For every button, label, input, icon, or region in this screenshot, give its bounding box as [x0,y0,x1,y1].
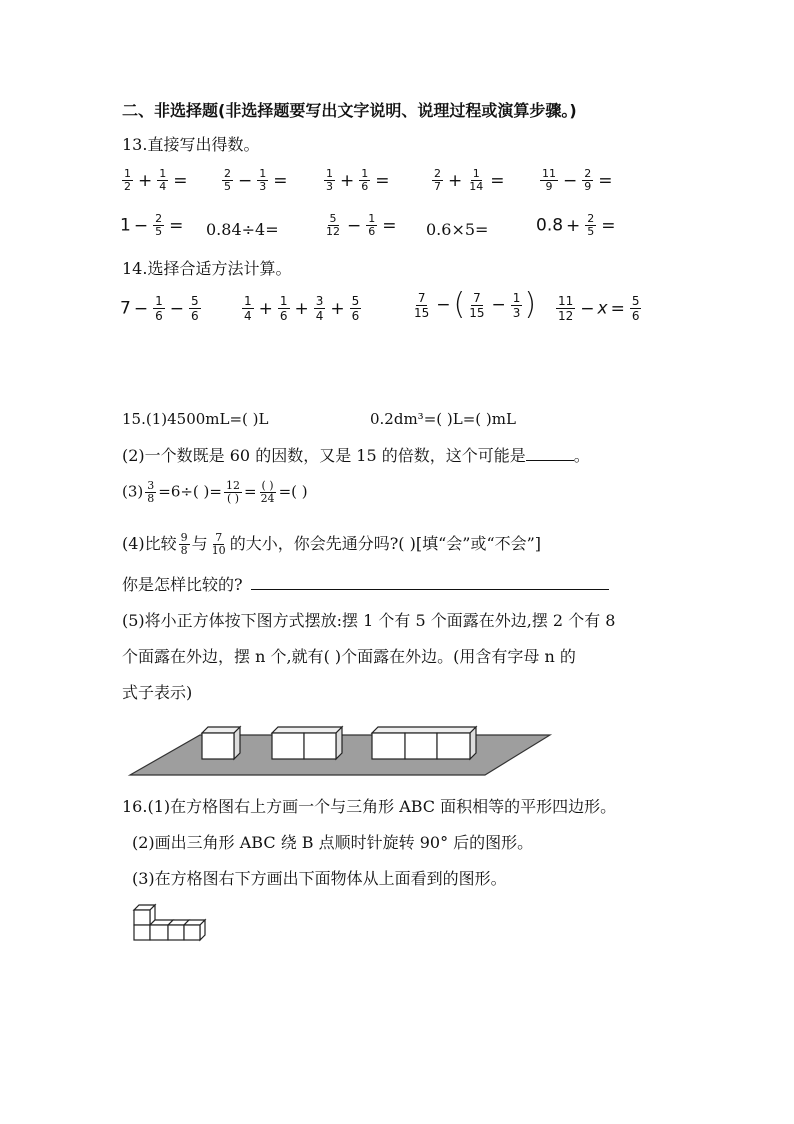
q14-expr2: $\frac{1}{4}$ + $\frac{1}{6}$ + $\frac{3}{4}$ + $\frac{5}{6}$ [244,294,360,323]
fraction: $\frac{5}{6}$ [631,294,640,323]
q14-expr1: 7 − $\frac{1}{6}$ − $\frac{5}{6}$ [120,294,199,323]
fraction: $\frac{2}{5}$ [155,212,163,238]
q13-r2-item3: $\frac{5}{12}$ − $\frac{1}{6}$ = [326,212,397,238]
fraction: $\frac{5}{12}$ [326,212,340,238]
fraction: $\frac{2}{5}$ [587,212,595,238]
section-title: 二、非选择题(非选择题要写出文字说明、说理过程或演算步骤。) [122,101,577,120]
fraction: $\frac{2}{5}$ [224,167,231,193]
q16-part1: 16.(1)在方格图右上方画一个与三角形 ABC 面积相等的平形四边形。 [122,797,617,816]
q15-part2: (2)一个数既是 60 的因数，又是 15 的倍数，这个可能是 。 [122,446,590,465]
q13-r2-item4: 0.6×5= [426,220,489,239]
fraction: $\frac{3}{8}$ [147,479,155,505]
fraction: $\frac{5}{6}$ [351,294,360,323]
q15-part5-line1: (5)将小正方体按下图方式摆放:摆 1 个有 5 个面露在外边,摆 2 个有 8 [122,611,616,630]
q14-expr3: $\frac{7}{15}$ − ( $\frac{7}{15}$ − $\frac{1}{3}$ ) [414,287,537,322]
q15-part1a: 15.(1)4500mL=( )L [122,410,269,428]
q13-r2-item5: 0.8 + $\frac{2}{5}$ = [536,212,616,238]
block-object-illustration [130,900,214,948]
q13-r1-item3: $\frac{1}{3}$ + $\frac{1}{6}$ = [326,167,390,193]
q13-r2-item1: 1 − $\frac{2}{5}$ = [120,212,184,238]
fraction: $\frac{1}{6}$ [155,294,163,323]
fraction: $\frac{1}{6}$ [279,294,288,323]
q15-part3: (3) $\frac{3}{8}$ =6÷( )= $\frac{12}{( )}$ = $\frac{( )}{24}$ =( ) [122,479,308,505]
q13-r1-item1: $\frac{1}{2}$ + $\frac{1}{4}$ = [124,167,188,193]
fraction: $\frac{1}{2}$ [124,167,131,193]
fraction: $\frac{5}{6}$ [190,294,199,323]
q13-title: 13.直接写出得数。 [122,135,260,154]
q15-part4: (4)比较 $\frac{9}{8}$ 与 $\frac{7}{10}$ 的大小，你会先通分吗?( )[填“会”或“不会”] [122,531,542,557]
fraction: $\frac{1}{3}$ [259,167,267,193]
q13-r1-item2: $\frac{2}{5}$ − $\frac{1}{3}$ = [224,167,288,193]
cubes-illustration [120,715,560,780]
fraction: $\frac{1}{6}$ [368,212,376,238]
q15-part5-line3: 式子表示) [122,683,193,702]
fraction: $\frac{1}{14}$ [469,167,484,193]
q15-part4-line2: 你是怎样比较的? [122,574,609,596]
fraction: $\frac{1}{6}$ [361,167,369,193]
answer-line [251,575,609,590]
fraction: $\frac{3}{4}$ [315,294,324,323]
fraction: $\frac{1}{4}$ [244,294,252,323]
fraction: $\frac{1}{4}$ [159,167,167,193]
answer-blank [526,446,574,461]
fraction: $\frac{12}{( )}$ [225,479,240,505]
fraction: $\frac{( )}{24}$ [260,479,275,505]
fraction: $\frac{1}{3}$ [326,167,333,193]
q14-expr4: $\frac{11}{12}$ − x = $\frac{5}{6}$ [558,294,640,323]
fraction: $\frac{2}{7}$ [434,167,441,193]
fraction: $\frac{1}{3}$ [512,290,521,320]
fraction: $\frac{7}{10}$ [211,531,226,557]
q15-part5-line2: 个面露在外边，摆 n 个,就有( )个面露在外边。(用含有字母 n 的 [122,647,576,666]
fraction: $\frac{9}{8}$ [180,531,188,557]
q13-r2-item2: 0.84÷4= [206,220,279,239]
fraction: $\frac{7}{15}$ [469,290,485,320]
fraction: $\frac{7}{15}$ [414,290,430,320]
q13-r1-item5: $\frac{11}{9}$ − $\frac{2}{9}$ = [542,167,613,193]
q16-part3: (3)在方格图右下方画出下面物体从上面看到的图形。 [132,869,507,888]
q14-title: 14.选择合适方法计算。 [122,259,292,278]
q15-part1b: 0.2dm³=( )L=( )mL [370,410,516,428]
fraction: $\frac{11}{9}$ [542,167,556,193]
q13-r1-item4: $\frac{2}{7}$ + $\frac{1}{14}$ = [434,167,505,193]
fraction: $\frac{2}{9}$ [584,167,592,193]
fraction: $\frac{11}{12}$ [558,294,574,323]
q16-part2: (2)画出三角形 ABC 绕 B 点顺时针旋转 90° 后的图形。 [132,833,534,852]
